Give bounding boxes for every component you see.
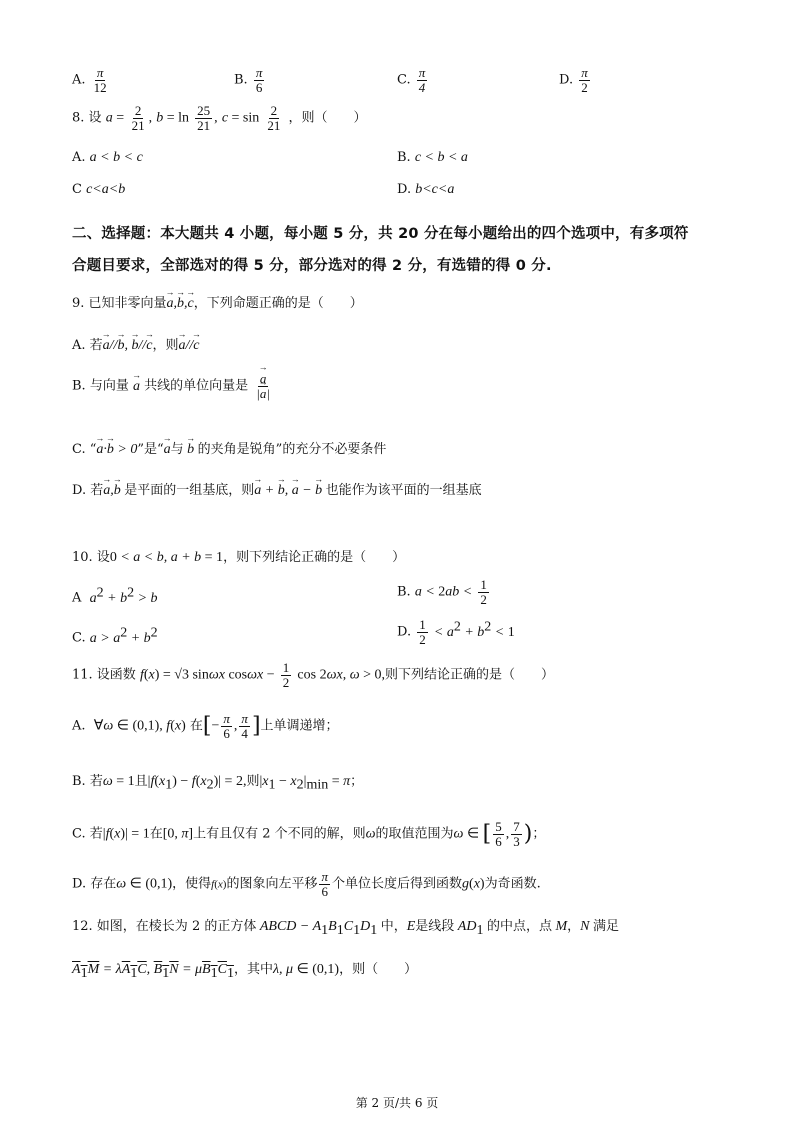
q11-stem: 11. 设函数 f(x) = √3 sinωx cosωx − $\frac{1}{2}$ cos 2ωx, ω > 0,则下列结论正确的是（ ） (72, 660, 554, 690)
q11-option-a: A. ∀ω ∈ (0,1), f(x) 在[− $\frac{\pi}{6}$ , $\frac{\pi}{4}$ ]上单调递增； (72, 711, 339, 741)
q12-stem: 12. 如图，在棱长为 2 的正方体 ABCD − $A_1B_1C_1D_1$ 中，E是线段 $AD_1$ 的中点，点 M，N 满足 (72, 919, 620, 938)
q8-option-c: C c<a<b (72, 182, 126, 197)
fraction: $\frac{25}{21}$ (197, 103, 211, 133)
q7-option-c: C. $\frac{\pi}{4}$ (397, 65, 426, 95)
fraction: → $\frac{a}{|\to a|}$ (254, 372, 272, 400)
q10-stem: 10. 设0 < a < b, a + b = 1，则下列结论正确的是（ ） (72, 550, 406, 565)
fraction: $\frac{\pi}{2}$ (581, 65, 588, 95)
fraction: $\frac{2}{21}$ (267, 103, 281, 133)
q10-option-c: C. $a > a^2 + b^2$ (72, 625, 158, 646)
q11-option-b: B. 若ω = 1且$|f(x_1) - f(x_2)| = 2$,则$|x_1 - x_2|_{min} = \pi$； (72, 774, 364, 793)
q12-condition: $A_1M = \lambda A_1C$, $B_1N = \mu B_1C_1$，其中λ, μ ∈ (0,1)，则（ ） (72, 962, 418, 981)
q10-option-d: D. $\frac{1}{2}$ < $a^2 + b^2 < 1$ (397, 617, 515, 647)
section-heading-line2: 合题目要求，全部选对的得 5 分，部分选对的得 2 分，有选错的得 0 分. (72, 258, 552, 274)
fraction: $\frac{1}{2}$ (480, 577, 487, 607)
fraction: $\frac{\pi}{6}$ (255, 65, 263, 95)
q7-option-d: D. $\frac{\pi}{2}$ (559, 65, 588, 95)
q8-stem: 8. 设 a = $\frac{2}{21}$ , b = ln $\frac{25}{21}$ , c = sin $\frac{2}{21}$ ，则（ ） (72, 103, 367, 133)
fraction: $\frac{2}{21}$ (131, 103, 145, 133)
q10-option-a: A $a^2 + b^2 > b$ (72, 585, 158, 606)
fraction: $\frac{1}{2}$ (419, 617, 426, 647)
q8-option-a: A. a < b < c (72, 150, 143, 165)
fraction: $\frac{\pi}{6}$ (223, 711, 230, 741)
q9-option-a: A. 若→ a//→ b, → b//→ c，则→ a//→ c (72, 334, 199, 354)
q7-option-a: A. $\frac{\pi}{12}$ (72, 65, 107, 95)
fraction: $\frac{\pi}{12}$ (93, 65, 107, 95)
section-heading: 二、选择题：本大题共 4 小题，每小题 5 分，共 20 分在每小题给出的四个选项中，有多项符 (72, 226, 689, 242)
fraction: $\frac{\pi}{4}$ (241, 711, 248, 741)
q11-option-d: D. 存在ω ∈ (0,1)，使得f(x)的图象向左平移 $\frac{\pi}{6}$ 个单位长度后得到函数g(x)为奇函数. (72, 869, 541, 899)
q8-option-d: D. b<c<a (397, 182, 455, 197)
fraction: $\frac{\pi}{4}$ (418, 65, 426, 95)
fraction: $\frac{1}{2}$ (282, 660, 290, 690)
q10-option-b: B. a < 2ab < $\frac{1}{2}$ (397, 577, 487, 607)
q7-option-b: B. $\frac{\pi}{6}$ (234, 65, 263, 95)
q9-stem: 9. 已知非零向量→ a,→ b,→ c，下列命题正确的是（ ） (72, 292, 363, 312)
q9-option-c: C. “→ a·→ b > 0”是“→ a与 → b 的夹角是锐角”的充分不必要条件 (72, 438, 386, 458)
q9-option-d: D. 若→ a,→ b 是平面的一组基底，则→ a + → b, → a − → b 也能作为该平面的一组基底 (72, 479, 482, 499)
fraction: $\frac{5}{6}$ (495, 819, 502, 849)
fraction: $\frac{7}{3}$ (513, 819, 520, 849)
fraction: $\frac{\pi}{6}$ (321, 869, 328, 899)
q8-option-b: B. c < b < a (397, 150, 468, 165)
q11-option-c: C. 若|f(x)| = 1在[0, π]上有且仅有 2 个不同的解，则ω的取值范围为ω ∈ [ $\frac{5}{6}$ , $\frac{7}{3}$ )； (72, 819, 546, 849)
page-footer: 第 2 页/共 6 页 (355, 1096, 439, 1110)
q9-option-b: B. 与向量 → a 共线的单位向量是 → $\frac{a}{|\to a|}$ (72, 372, 274, 400)
